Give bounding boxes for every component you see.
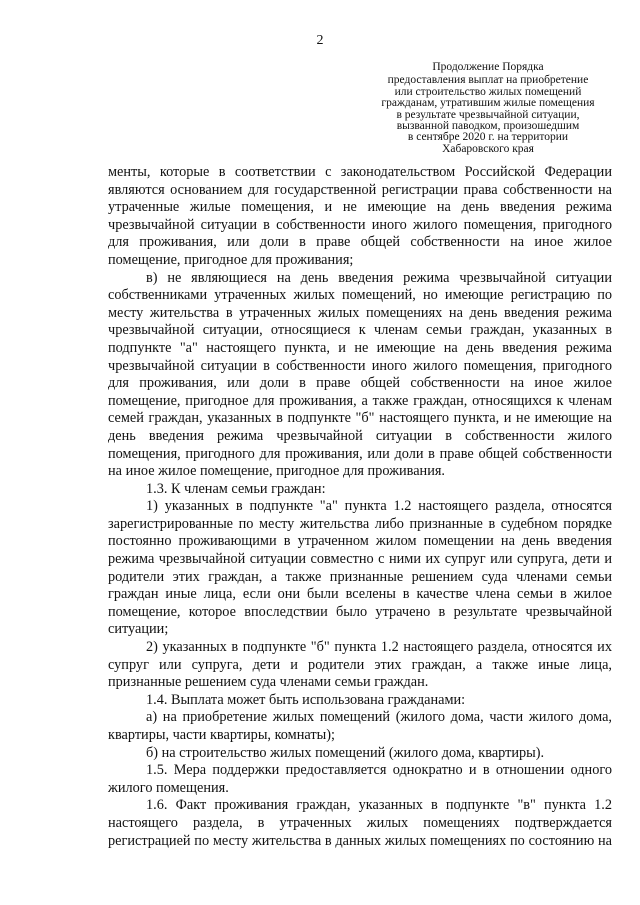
paragraph-1-5: 1.5. Мера поддержки предоставляется однократно и в отношении одного жилого помещения. xyxy=(108,762,612,796)
continuation-line: предоставления выплат на приобретение xyxy=(387,74,589,87)
paragraph-1-3-item-1: 1) указанных в подпункте "а" пункта 1.2 настоящего раздела, относятся зарегистрированные по месту жительства либо признанные в судебном порядке постоянно проживающими в утраченном жилом помещении на день введения режима чрезвычайной ситуации совместно с ними их супруг или супруга, дети и родители этих граждан, а также признанные решением суда членами семьи граждан иные лица, если они были вселены в качестве члена семьи в жилое помещение, которое впоследствии было утрачено в результате чрезвычайной ситуации; xyxy=(108,498,612,638)
continuation-line: в сентябре 2020 г. на территории xyxy=(407,131,569,144)
continuation-line: в результате чрезвычайной ситуации, xyxy=(396,108,580,121)
continuation-header xyxy=(366,62,610,155)
paragraph-1-3-item-2: 2) указанных в подпункте "б" пункта 1.2 настоящего раздела, относятся их супруг или супруга, дети и родители этих граждан, а также иные лица, признанные решением суда членами семьи граждан. xyxy=(108,639,612,691)
paragraph-1-4-item-b: б) на строительство жилых помещений (жилого дома, квартиры). xyxy=(146,744,545,761)
paragraph-1-4-item-a: а) на приобретение жилых помещений (жилого дома, части жилого дома, квартиры, части квартиры, комнаты); xyxy=(108,709,612,743)
continuation-line: или строительство жилых помещений xyxy=(394,85,582,98)
document-body xyxy=(108,164,612,850)
continuation-line: вызванной паводком, произошедшим xyxy=(396,120,580,133)
continuation-title: Продолжение Порядка xyxy=(432,61,544,73)
page-number: 2 xyxy=(316,33,324,48)
paragraph-continuation: менты, которые в соответствии с законодательством Российской Федерации являются основанием для государственной регистрации права собственности на утраченные жилые помещения, и не имеющие на день введения режима чрезвычайной ситуации в собственности иного жилого помещения, пригодного для проживания, или доли в праве общей собственности на иное жилое помещение, пригодное для проживания; xyxy=(108,164,612,268)
paragraph-1-6: 1.6. Факт проживания граждан, указанных в подпункте "в" пункта 1.2 настоящего раздела, в утраченных жилых помещениях подтверждается регистрацией по месту жительства в данных жилых помещениях по состоянию на xyxy=(108,797,612,849)
paragraph-1-3: 1.3. К членам семьи граждан: xyxy=(146,480,326,497)
paragraph-1-4: 1.4. Выплата может быть использована гражданами: xyxy=(146,691,466,708)
continuation-line: гражданам, утратившим жилые помещения xyxy=(381,97,595,110)
paragraph-subitem-v: в) не являющиеся на день введения режима чрезвычайной ситуации собственниками утраченных жилых помещений, но имеющие регистрацию по месту жительства в утраченных жилых помещениях на день введения режима чрезвычайной ситуации, относящиеся к членам семьи граждан, указанных в подпункте "а" настоящего пункта, и не имеющие на день введения режима чрезвычайной ситуации в собственности иного жилого помещения, пригодного для проживания, или доли в праве общей собственности на иное жилое помещение, пригодное для проживания, а также граждан, относящихся к членам семей граждан, указанных в подпункте "б" настоящего пункта, и не имеющие на день введения режима чрезвычайной ситуации в собственности жилого помещения, пригодного для проживания, или доли в праве общей собственности на иное жилое помещение, пригодное для проживания. xyxy=(108,269,612,480)
continuation-line: Хабаровского края xyxy=(442,142,534,155)
